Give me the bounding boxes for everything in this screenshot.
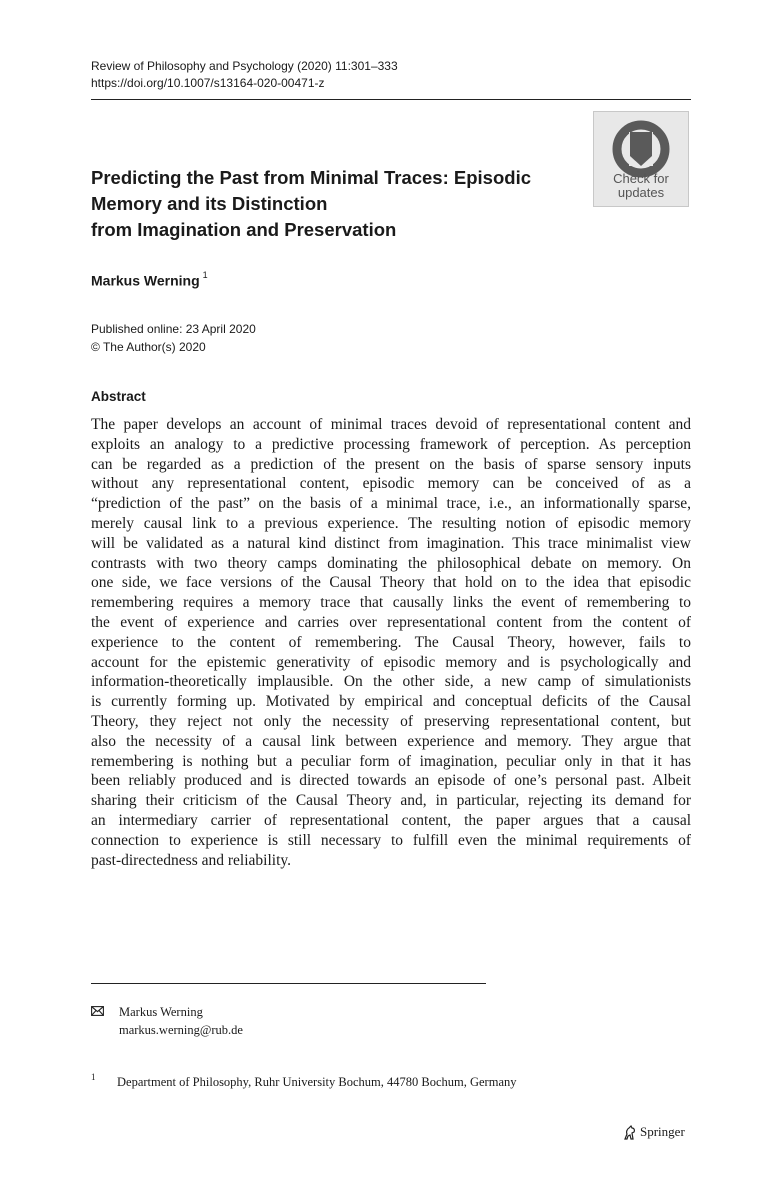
author-line xyxy=(91,272,208,289)
abstract-line: information-theoretically implausible. On the other side, a new camp of simulationists xyxy=(91,673,691,691)
abstract-line: Theory, they reject not only the necessity of preserving representational content, but xyxy=(91,712,691,730)
abstract-line: an intermediary carrier of representational content, the paper argues that a causal xyxy=(91,811,691,829)
springer-horse-icon xyxy=(622,1125,638,1141)
journal-citation: Review of Philosophy and Psychology (2020) 11:301–333 xyxy=(91,59,398,73)
abstract-line: sharing their criticism of the Causal Theory and, in particular, rejecting its demand for xyxy=(91,792,691,810)
abstract-line: remembering requires a memory trace that causally links the event of remembering to xyxy=(91,594,691,612)
badge-line-2: updates xyxy=(617,185,665,200)
title-line: Predicting the Past from Minimal Traces: Episodic xyxy=(91,167,531,188)
correspondence-name: Markus Werning xyxy=(119,1005,203,1019)
abstract-line: the event of experience and carries over representational content from the content of xyxy=(91,613,691,631)
journal-header xyxy=(91,58,398,92)
abstract-line: connection to experience is still necessary to fulfill even the minimal requirements of xyxy=(91,831,691,849)
abstract-line: “prediction of the past” on the basis of a minimal trace, i.e., an informationally sparse, xyxy=(91,495,691,513)
abstract-line: past-directedness and reliability. xyxy=(91,851,291,869)
affiliation-text: Department of Philosophy, Ruhr University Bochum, 44780 Bochum, Germany xyxy=(117,1075,517,1089)
publication-info xyxy=(91,320,256,356)
abstract-line: experience to the content of remembering. The Causal Theory, however, fails to xyxy=(91,633,691,651)
check-for-updates-badge[interactable] xyxy=(593,111,689,207)
abstract-line: also the necessity of a causal link between experience and memory. They argue that xyxy=(91,732,691,750)
abstract-body xyxy=(91,415,691,870)
abstract-line: remembering is nothing but a peculiar form of imagination, peculiar only in that it has xyxy=(91,752,691,770)
correspondence-email[interactable]: markus.werning@rub.de xyxy=(119,1023,243,1037)
abstract-line: can be regarded as a prediction of the present on the basis of sparse sensory inputs xyxy=(91,455,691,473)
publisher-logo xyxy=(622,1124,685,1141)
abstract-line: account for the epistemic generativity of episodic memory and is psychologically and xyxy=(91,653,691,671)
author-name: Markus Werning xyxy=(91,272,200,289)
abstract-line: The paper develops an account of minimal traces devoid of representational content and xyxy=(91,416,691,433)
abstract-heading: Abstract xyxy=(91,389,146,404)
header-divider xyxy=(91,99,691,100)
affiliation-ref[interactable]: 1 xyxy=(202,270,208,280)
abstract-line: exploits an analogy to a predictive processing framework of perception. As perception xyxy=(91,435,691,453)
envelope-icon xyxy=(91,1006,104,1016)
copyright-notice: © The Author(s) 2020 xyxy=(91,340,206,354)
published-date: Published online: 23 April 2020 xyxy=(91,322,256,336)
abstract-line: been reliably produced and is directed towards an episode of one’s personal past. Albeit xyxy=(91,772,691,790)
abstract-line: is currently forming up. Motivated by empirical and conceptual deficits of the Causal xyxy=(91,693,691,711)
title-line: from Imagination and Preservation xyxy=(91,219,397,240)
badge-line-1: Check for xyxy=(613,171,669,186)
publisher-name: Springer xyxy=(640,1124,685,1139)
title-line: Memory and its Distinction xyxy=(91,193,328,214)
abstract-line: will be validated as a natural kind distinct from imagination. This trace minimalist view xyxy=(91,534,691,552)
footnote-divider xyxy=(91,983,486,984)
abstract-line: one side, we face versions of the Causal Theory that hold on to the idea that episodic xyxy=(91,574,691,592)
paper-title xyxy=(91,165,571,243)
abstract-line: without any representational content, episodic memory can be conceived of as a xyxy=(91,475,691,493)
abstract-line: contrasts with two theory camps dominating the philosophical debate on memory. On xyxy=(91,554,691,572)
doi-link[interactable]: https://doi.org/10.1007/s13164-020-00471-z xyxy=(91,76,325,90)
affiliation-number: 1 xyxy=(91,1072,96,1082)
abstract-line: merely causal link to a previous experience. The resulting notion of episodic memory xyxy=(91,514,691,532)
